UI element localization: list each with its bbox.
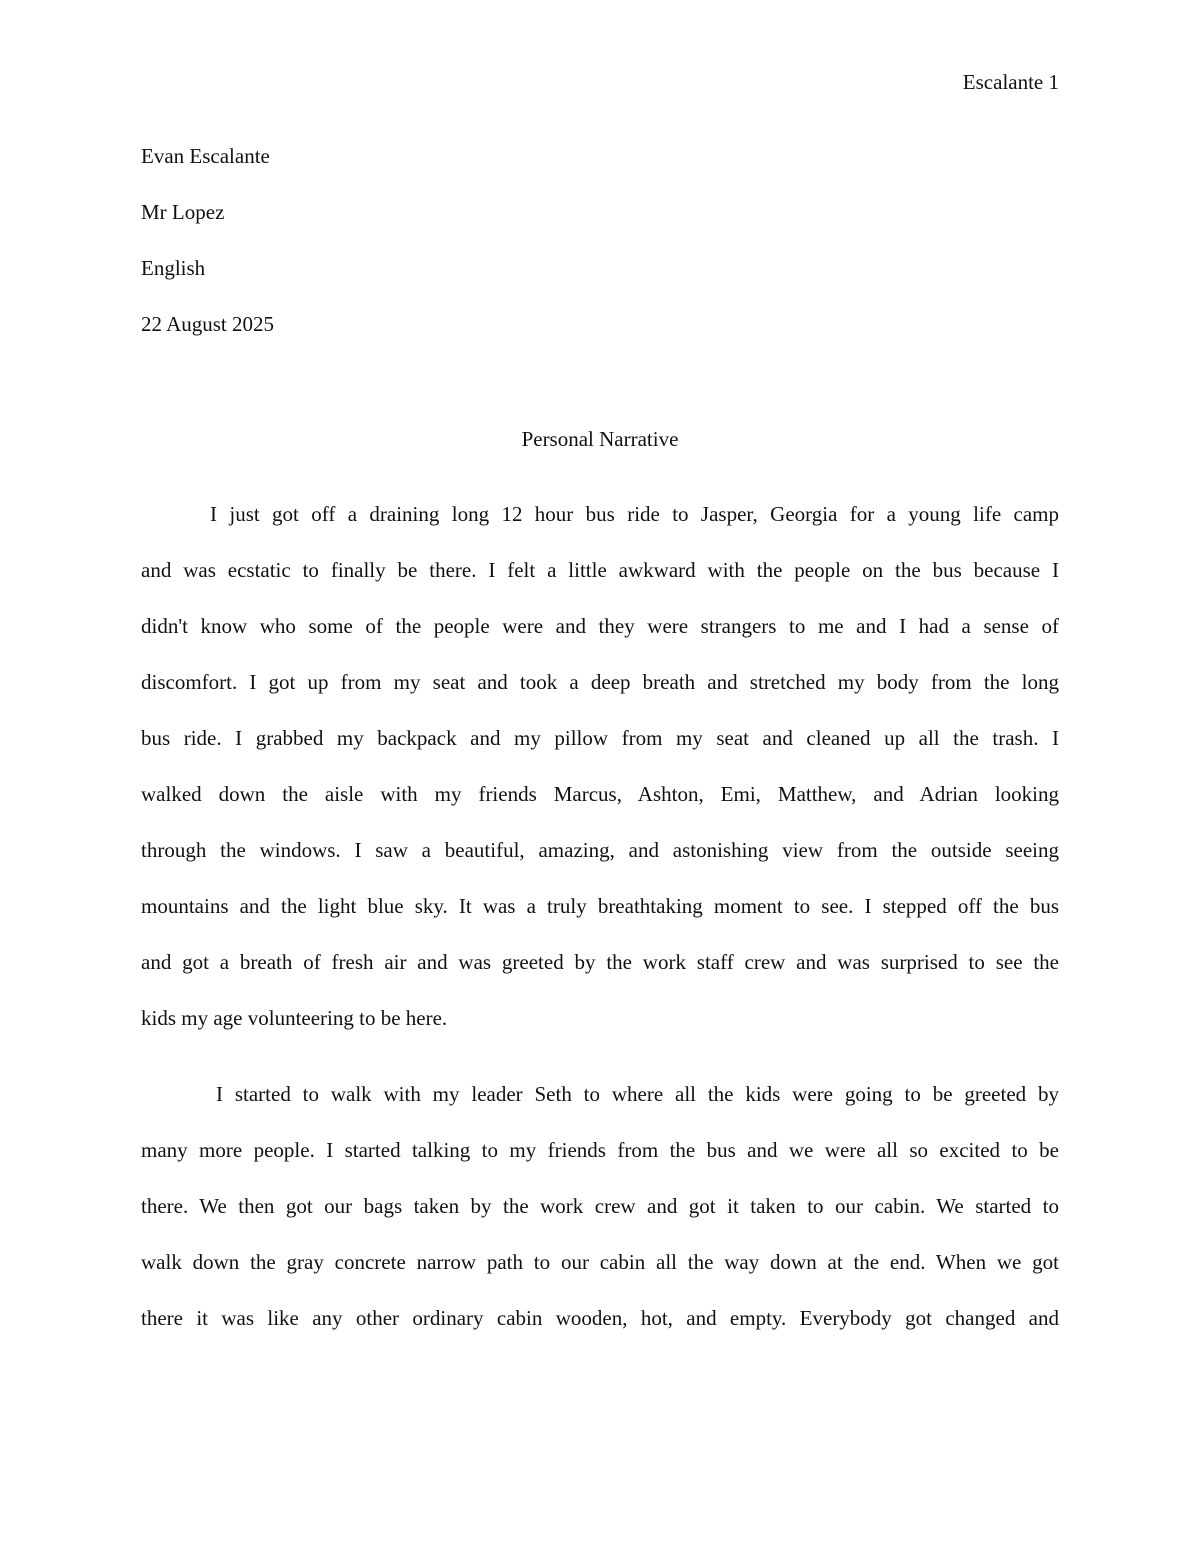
paragraph-line: walked down the aisle with my friends Marcus, Ashton, Emi, Matthew, and Adrian looking — [141, 782, 1059, 806]
student-name: Evan Escalante — [141, 144, 270, 168]
paragraph-line: many more people. I started talking to my friends from the bus and we were all so excited to be — [141, 1138, 1059, 1162]
course-name: English — [141, 256, 206, 280]
paragraph-line: I just got off a draining long 12 hour bus ride to Jasper, Georgia for a young life camp — [210, 502, 1059, 526]
paragraph-line: walk down the gray concrete narrow path to our cabin all the way down at the end. When we got — [141, 1250, 1059, 1274]
running-head: Escalante 1 — [962, 70, 1059, 94]
teacher-name: Mr Lopez — [141, 200, 225, 224]
document-title: Personal Narrative — [521, 427, 679, 451]
paragraph-line: discomfort. I got up from my seat and took a deep breath and stretched my body from the long — [141, 670, 1059, 694]
paragraph-line: through the windows. I saw a beautiful, amazing, and astonishing view from the outside seeing — [141, 838, 1059, 862]
paragraph-2 — [141, 1080, 1059, 1360]
mla-heading — [141, 142, 274, 366]
paragraph-line: I started to walk with my leader Seth to where all the kids were going to be greeted by — [216, 1082, 1059, 1106]
paragraph-line: and was ecstatic to finally be there. I felt a little awkward with the people on the bus because I — [141, 558, 1059, 582]
paragraph-line: bus ride. I grabbed my backpack and my pillow from my seat and cleaned up all the trash. I — [141, 726, 1059, 750]
paragraph-line: there. We then got our bags taken by the work crew and got it taken to our cabin. We started to — [141, 1194, 1059, 1218]
paragraph-line: there it was like any other ordinary cabin wooden, hot, and empty. Everybody got changed and — [141, 1306, 1059, 1330]
date: 22 August 2025 — [141, 312, 275, 336]
paragraph-line: mountains and the light blue sky. It was a truly breathtaking moment to see. I stepped off the bus — [141, 894, 1059, 918]
paragraph-1 — [141, 500, 1059, 1060]
paragraph-line: kids my age volunteering to be here. — [141, 1006, 448, 1030]
paragraph-line: didn't know who some of the people were and they were strangers to me and I had a sense of — [141, 614, 1059, 638]
paragraph-line: and got a breath of fresh air and was greeted by the work staff crew and was surprised to see the — [141, 950, 1059, 974]
